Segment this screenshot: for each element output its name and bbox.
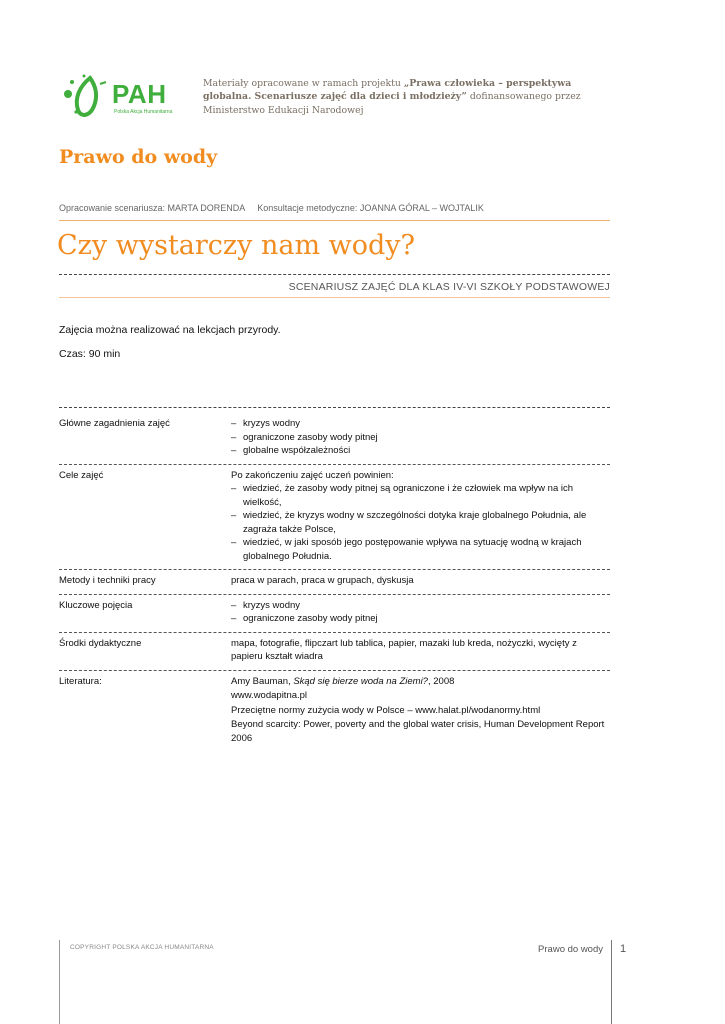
row-label: Cele zajęć <box>59 469 104 481</box>
ref-year: , 2008 <box>427 675 455 687</box>
project-note <box>203 77 613 117</box>
row-content: mapa, fotografie, flipczart lub tablica, papier, mazaki lub kreda, nożyczki, wycięty z papieru kształt wiadra <box>231 637 577 662</box>
divider <box>59 297 610 298</box>
logo-text: PAH <box>112 79 167 109</box>
ref-title: Skąd się bierze woda na Ziemi? <box>293 675 428 687</box>
footer-copyright: COPYRIGHT POLSKA AKCJA HUMANITARNA <box>70 944 214 951</box>
logo-subtext: Polska Akcja Humanitarna <box>114 109 173 115</box>
dashed-divider <box>59 274 610 275</box>
row-content <box>231 675 610 747</box>
literature-ref: Beyond scarcity: Power, poverty and the global water crisis, Human Development Report 2006 <box>231 719 605 744</box>
footer-divider <box>611 940 612 1024</box>
literature-ref: Przeciętne normy zużycia wody w Polsce – www.halat.pl/wodanormy.html <box>231 704 541 716</box>
table-row-concepts <box>59 595 610 633</box>
page-title: Czy wystarczy nam wody? <box>57 230 416 261</box>
authors-line <box>59 203 484 213</box>
table-row-materials <box>59 633 610 671</box>
ref-author: Amy Bauman, <box>231 675 294 687</box>
table-row-literature <box>59 671 610 753</box>
literature-ref: www.wodapitna.pl <box>231 690 308 701</box>
list-item: – ograniczone zasoby wody pitnej <box>231 612 610 626</box>
row-label: Metody i techniki pracy <box>59 575 156 586</box>
row-label: Kluczowe pojęcia <box>59 599 133 611</box>
list-item: – kryzys wodny <box>231 417 610 431</box>
intro-line-1: Zajęcia można realizować na lekcjach przyrody. <box>59 324 281 336</box>
list-item: – wiedzieć, że kryzys wodny w szczególności dotyka kraje globalnego Południa, ale zagraża także Polsce, <box>231 509 610 536</box>
consultation-author: Konsultacje metodyczne: JOANNA GÓRAL – WOJTALIK <box>257 203 484 213</box>
list-item: – globalne współzależności <box>231 444 610 458</box>
list-item: – wiedzieć, w jaki sposób jego postępowanie wpływa na sytuację wodną w krajach globalnego Południa. <box>231 536 610 563</box>
list-item: – kryzys wodny <box>231 599 610 613</box>
row-content <box>231 469 610 564</box>
list-item: – ograniczone zasoby wody pitnej <box>231 431 610 445</box>
page-number: 1 <box>620 943 627 955</box>
row-content <box>231 599 610 626</box>
divider <box>59 220 610 221</box>
concepts-list <box>231 599 610 626</box>
goals-lead: Po zakończeniu zajęć uczeń powinien: <box>231 469 394 481</box>
goals-list <box>231 482 610 563</box>
subject-title: Prawo do wody <box>59 146 218 168</box>
table-row-methods <box>59 570 610 595</box>
literature-ref <box>231 675 610 689</box>
intro-duration: Czas: 90 min <box>59 348 121 360</box>
scenario-author: Opracowanie scenariusza: MARTA DORENDA <box>59 203 245 213</box>
row-content: praca w parach, praca w grupach, dyskusja <box>231 575 414 586</box>
project-note-prefix: Materiały opracowane w ramach projektu <box>203 78 404 89</box>
footer-title: Prawo do wody <box>538 944 603 955</box>
row-label: Środki dydaktyczne <box>59 637 142 649</box>
project-note-bold: „Prawa człowieka – perspektywa globalna. Scenariusze zajęć dla dzieci i młodzieży” <box>203 78 572 103</box>
table-row-goals <box>59 465 610 571</box>
issues-list <box>231 417 610 458</box>
drop-leaf-icon <box>64 75 106 115</box>
list-item: – wiedzieć, że zasoby wody pitnej są ograniczone i że człowiek ma wpływ na ich wielkość, <box>231 482 610 509</box>
scenario-subtitle: SCENARIUSZ ZAJĘĆ DLA KLAS IV-VI SZKOŁY PODSTAWOWEJ <box>288 281 610 293</box>
row-label: Główne zagadnienia zajęć <box>59 418 170 429</box>
footer-left-line <box>59 940 60 1024</box>
table-row-issues <box>59 413 610 465</box>
lesson-table <box>59 413 610 752</box>
row-content <box>231 417 610 458</box>
dashed-divider <box>59 407 610 408</box>
row-label: Literatura: <box>59 675 102 687</box>
project-note-suffix: dofinansowanego przez Ministerstwo Edukacji Narodowej <box>203 91 581 116</box>
